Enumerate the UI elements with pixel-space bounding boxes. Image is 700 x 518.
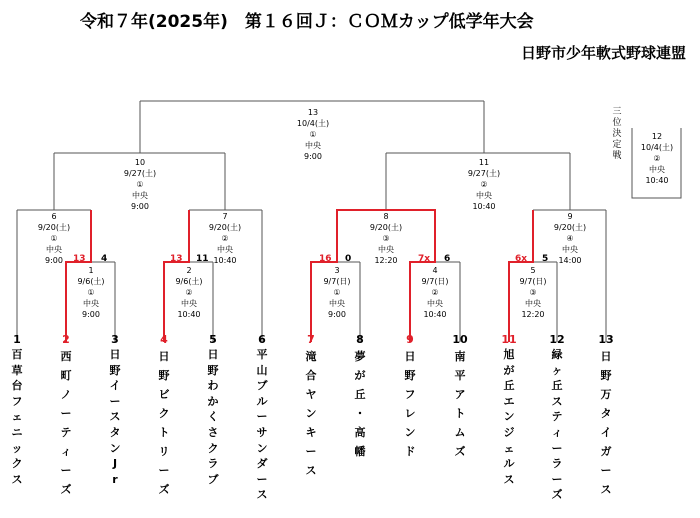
score-m4-right: 6 [444, 254, 451, 264]
score-m7-left: 13 [170, 254, 183, 264]
team-11: 11 旭 が 丘 エ ン ジ ェ ル ス [501, 333, 517, 486]
score-m2-right: 11 [196, 254, 209, 264]
score-m8-right: 7x [418, 254, 431, 264]
match-4-info: 4 9/7(日) ② 中央 10:40 [421, 266, 449, 319]
score-m9-left: 6x [515, 254, 528, 264]
match-10-info: 10 9/27(土) ① 中央 9:00 [123, 158, 157, 211]
team-1: 1 百 草 台 フ ェ ニ ッ ク ス [11, 333, 23, 486]
match-1-info: 1 9/6(土) ① 中央 9:00 [77, 266, 105, 319]
organizer-name: 日野市少年軟式野球連盟 [520, 44, 686, 62]
score-m5-right: 5 [542, 254, 549, 264]
match-12-info: 12 10/4(土) ② 中央 10:40 [640, 132, 674, 185]
team-12: 12 緑 ヶ 丘 ス テ ィ ー ラ ー ズ [549, 333, 565, 502]
third-place-label: 三 位 決 定 戦 [612, 107, 622, 161]
team-3: 3 日 野 イ ー ス タ ン J r [109, 333, 121, 486]
team-10: 10 南 平 ア ト ム ズ [452, 333, 468, 458]
match-7-info: 7 9/20(土) ② 中央 10:40 [208, 212, 242, 265]
match-13-info: 13 10/4(土) ① 中央 9:00 [296, 108, 330, 161]
team-2: 2 西 町 ノ ー テ ィ ー ズ [60, 333, 72, 496]
score-m3-right: 0 [345, 254, 352, 264]
match-11-info: 11 9/27(土) ② 中央 10:40 [467, 158, 501, 211]
team-9: 9 日 野 フ レ ン ド [404, 333, 416, 458]
match-6-info: 6 9/20(土) ① 中央 9:00 [37, 212, 71, 265]
team-5: 5 日 野 わ か く さ ク ラ ブ [207, 333, 219, 486]
match-3-info: 3 9/7(日) ① 中央 9:00 [323, 266, 351, 319]
match-5-info: 5 9/7(日) ③ 中央 12:20 [519, 266, 547, 319]
match-2-info: 2 9/6(土) ② 中央 10:40 [175, 266, 203, 319]
match-9-info: 9 9/20(土) ④ 中央 14:00 [553, 212, 587, 265]
team-8: 8 夢 が 丘 ・ 高 幡 [354, 333, 366, 458]
team-13: 13 日 野 万 タ イ ガ ー ス [598, 333, 614, 496]
page-title: 令和７年(2025年) 第１６回Ｊ：ＣＯＭカップ低学年大会 [80, 12, 534, 32]
match-8-info: 8 9/20(土) ③ 中央 12:20 [369, 212, 403, 265]
score-m1-right: 4 [101, 254, 108, 264]
score-m8-left: 16 [319, 254, 332, 264]
team-7: 7 滝 合 ヤ ン キ ー ス [305, 333, 317, 477]
team-6: 6 平 山 ブ ル ー サ ン ダ ー ス [256, 333, 268, 502]
team-4: 4 日 野 ビ ク ト リ ー ズ [158, 333, 170, 496]
score-m6-left: 13 [73, 254, 86, 264]
